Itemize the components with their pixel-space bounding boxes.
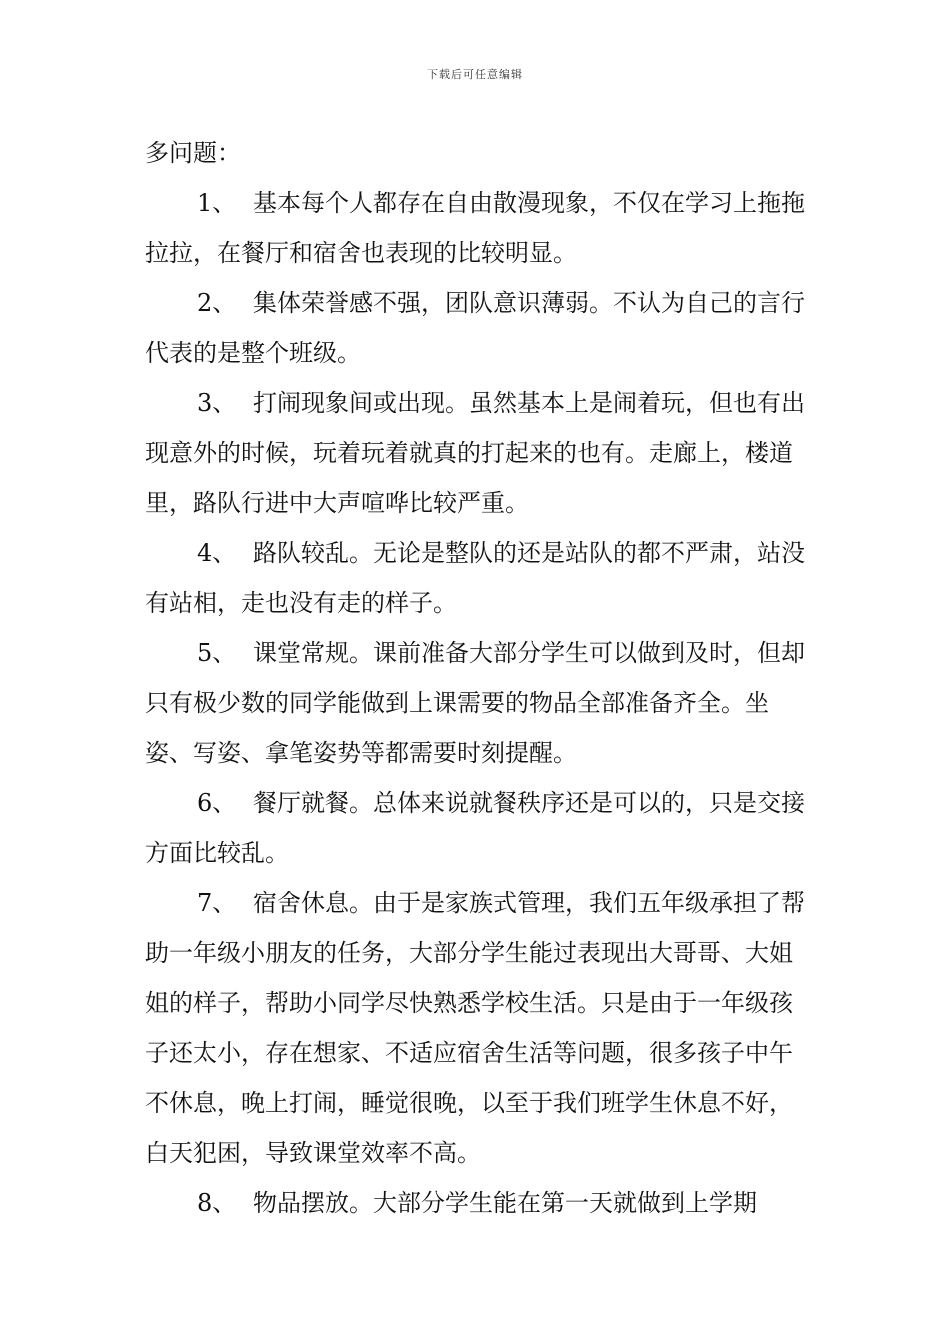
item-text: 集体荣誉感不强，团队意识薄弱。不认为自己的言行代表的是整个班级。	[145, 289, 805, 367]
item-text: 路队较乱。无论是整队的还是站队的都不严肃，站没有站相，走也没有走的样子。	[145, 539, 805, 617]
item-text: 课堂常规。课前准备大部分学生可以做到及时，但却只有极少数的同学能做到上课需要的物品全部准备齐全。坐姿、写姿、拿笔姿势等都需要时刻提醒。	[145, 639, 805, 767]
item-number: 2、	[197, 289, 237, 317]
list-item-6	[145, 778, 810, 878]
page-header: 下载后可任意编辑	[427, 68, 523, 81]
item-number: 8、	[197, 1189, 237, 1217]
item-text: 餐厅就餐。总体来说就餐秩序还是可以的，只是交接方面比较乱。	[145, 789, 805, 867]
list-item-3	[145, 378, 810, 528]
item-number: 1、	[197, 189, 237, 217]
intro-line: 多问题：	[145, 139, 241, 167]
item-number: 4、	[197, 539, 237, 567]
item-number: 7、	[197, 889, 237, 917]
item-number: 5、	[197, 639, 237, 667]
item-text: 打闹现象间或出现。虽然基本上是闹着玩，但也有出现意外的时候，玩着玩着就真的打起来的也有。走廊上，楼道里，路队行进中大声喧哗比较严重。	[145, 389, 805, 517]
list-item-1	[145, 178, 810, 278]
item-text: 宿舍休息。由于是家族式管理，我们五年级承担了帮助一年级小朋友的任务，大部分学生能过表现出大哥哥、大姐姐的样子，帮助小同学尽快熟悉学校生活。只是由于一年级孩子还太小，存在想家、不适应宿舍生活等问题，很多孩子中午不休息，晚上打闹，睡觉很晚，以至于我们班学生休息不好，白天犯困，导致课堂效率不高。	[145, 889, 805, 1167]
item-number: 3、	[197, 389, 237, 417]
item-text: 物品摆放。大部分学生能在第一天就做到上学期	[253, 1189, 757, 1217]
item-text: 基本每个人都存在自由散漫现象，不仅在学习上拖拖拉拉，在餐厅和宿舍也表现的比较明显。	[145, 189, 805, 267]
document-body	[145, 128, 810, 1228]
item-number: 6、	[197, 789, 237, 817]
list-item-8	[145, 1178, 810, 1228]
list-item-2	[145, 278, 810, 378]
list-item-5	[145, 628, 810, 778]
list-item-4	[145, 528, 810, 628]
list-item-7	[145, 878, 810, 1178]
